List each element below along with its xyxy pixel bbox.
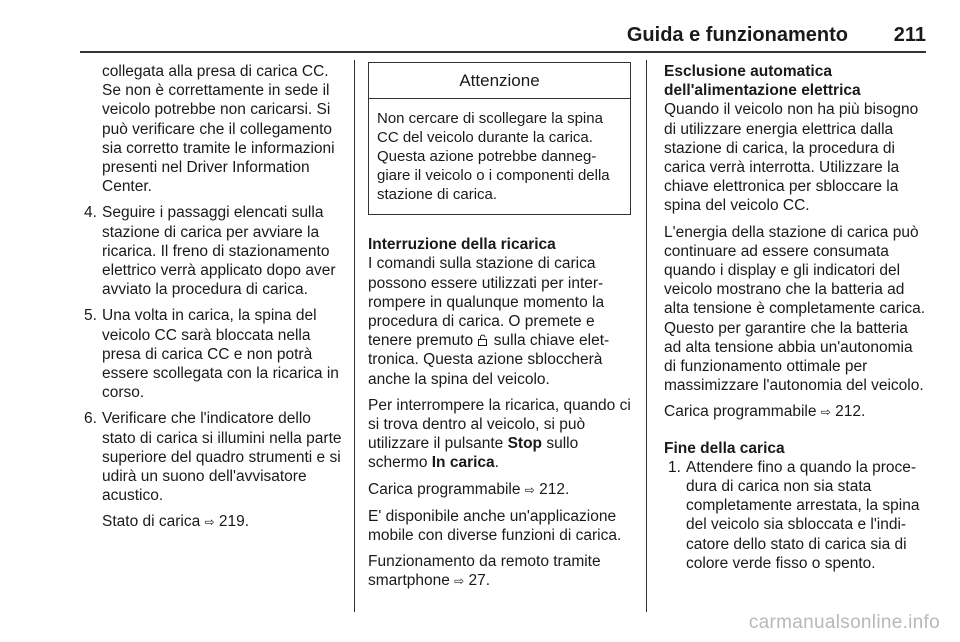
stop-button-label: Stop xyxy=(507,435,543,453)
reference-arrow-icon: ⇨ xyxy=(454,574,465,589)
step-text: Una volta in carica, la spina del veicolo CC sarà bloccata nella presa di carica CC e non potrà essere scollegata con la ricarica in corso. xyxy=(102,307,339,402)
reference-page: 27. xyxy=(468,572,491,590)
step-text: Seguire i passaggi elencati sulla stazione di carica per avviare la ricarica. Il freno di stazionamento elettrico verrà applicato dopo aver avviato la procedura di carica. xyxy=(102,204,336,299)
paragraph-text: Per interrompere la ricarica, quando ci si trova dentro al veicolo, si può utilizzare il pulsante xyxy=(368,396,631,453)
column-3 xyxy=(664,62,926,580)
step-text: Verificare che l'indicatore dello stato di carica si illumini nella parte superiore del quadro strumenti e si udirà un suono dell'avvisatore acustico. xyxy=(102,410,342,505)
reference-page: 212. xyxy=(835,403,866,421)
section-heading: Esclusione automatica dell'alimentazione elettrica xyxy=(664,63,861,100)
paragraph: L'energia della stazione di carica può continuare ad essere consumata quando i display e gli indicatori del veicolo mostrano che la batteria ad alta tensione è completamente carica. Questo per garantire che la batteria ad alta tensione abbia un'autonomia di funzionamento ottimale per massimizzare l'autonomia del veicolo. xyxy=(664,223,926,395)
page-header xyxy=(80,22,926,52)
warning-box xyxy=(368,62,631,215)
cross-reference[interactable] xyxy=(368,480,631,500)
reference-arrow-icon: ⇨ xyxy=(204,515,215,530)
column-divider-1 xyxy=(354,60,355,612)
paragraph xyxy=(368,396,631,473)
step-number: 1. xyxy=(668,458,681,476)
cross-reference[interactable] xyxy=(80,512,342,532)
reference-text: Funzionamento da remoto tramite smartphone xyxy=(368,553,601,590)
reference-text: Stato di carica xyxy=(102,513,201,531)
paragraph: Quando il veicolo non ha più bisogno di utilizzare energia elettrica dalla stazione di carica, la procedura di carica verrà interrotta. Utilizzare la chiave elettronica per sbloccare la spina del veicolo CC. xyxy=(664,101,919,215)
page-number: 211 xyxy=(893,24,926,46)
reference-arrow-icon: ⇨ xyxy=(820,405,831,420)
warning-title: Attenzione xyxy=(369,63,630,99)
step-text: Attendere fino a quando la procedura di carica non sia stata completamente arrestata, la spina del veicolo sia sbloccata e l'indicatore dello stato di carica sia di colore verde fisso o spento. xyxy=(686,458,920,572)
section-heading: Interruzione della ricarica xyxy=(368,236,556,254)
paragraph-text: sulla chiave elettronica. Questa azione sbloccherà anche la spina del veicolo. xyxy=(368,332,610,388)
column-1 xyxy=(80,62,342,540)
section-heading: Fine della carica xyxy=(664,439,785,457)
cross-reference[interactable] xyxy=(664,402,926,422)
header-rule xyxy=(80,51,926,53)
column-2 xyxy=(368,62,631,599)
unlock-icon xyxy=(477,332,489,349)
period: . xyxy=(494,454,499,472)
list-item xyxy=(80,306,342,402)
step-number: 5. xyxy=(84,307,97,325)
paragraph-text: I comandi sulla stazione di carica possono essere utilizzati per interrompere in qualunque momento la procedura di carica. O premete e tenere premuto xyxy=(368,255,605,350)
reference-page: 212. xyxy=(539,480,570,498)
list-item xyxy=(664,458,926,573)
continued-paragraph: collegata alla presa di carica CC. Se non è correttamente in sede il veicolo potrebbe non caricarsi. Si può verificare che il collegamento sia corretto tramite le informazioni presenti nel Driver Information Center. xyxy=(102,63,335,196)
step-number: 4. xyxy=(84,204,97,222)
reference-text: Carica programmabile xyxy=(664,403,817,421)
paragraph: E' disponibile anche un'applicazione mobile con diverse funzioni di carica. xyxy=(368,507,622,545)
list-item xyxy=(80,409,342,505)
reference-text: Carica programmabile xyxy=(368,480,521,498)
paragraph xyxy=(368,254,631,388)
screen-name: In carica xyxy=(431,454,495,472)
reference-page: 219. xyxy=(218,513,250,531)
reference-arrow-icon: ⇨ xyxy=(524,482,535,497)
step-number: 6. xyxy=(84,410,97,428)
cross-reference[interactable] xyxy=(368,552,631,591)
section-title: Guida e funzionamento xyxy=(626,24,848,46)
paragraph-text: sullo schermo xyxy=(368,435,579,472)
list-item xyxy=(80,203,342,299)
column-divider-2 xyxy=(646,60,647,612)
watermark: carmanualsonline.info xyxy=(748,612,940,633)
warning-body: Non cercare di scollegare la spina CC del veicolo durante la carica. Questa azione potrebbe danneggiare il veicolo o i componenti della stazione di carica. xyxy=(377,110,610,204)
